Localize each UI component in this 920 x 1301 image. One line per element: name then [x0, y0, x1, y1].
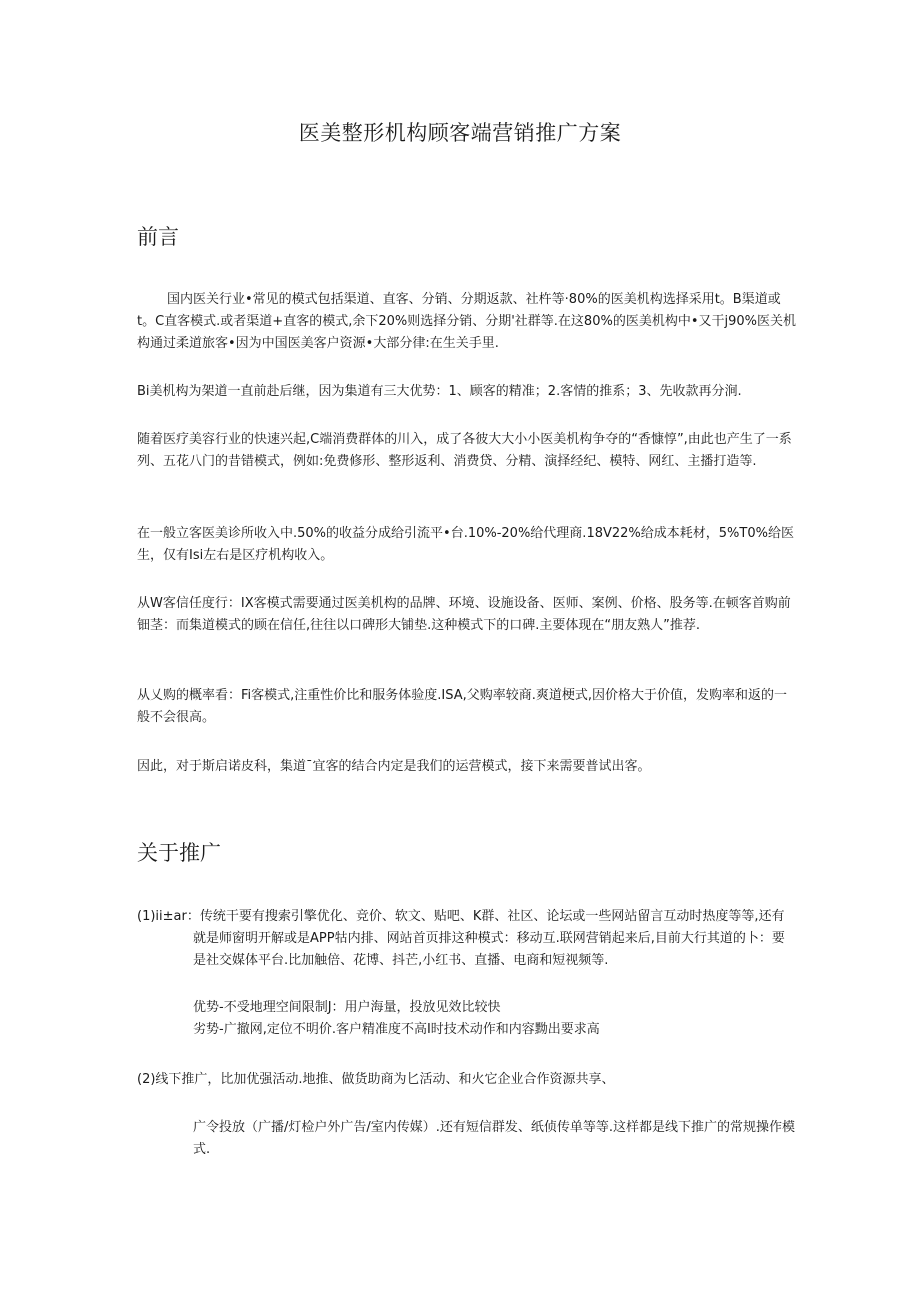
preface-paragraph-1: 国内医关行业•常见的模式包括渠道、直客、分销、分期返款、社杵等·80%的医美机构选择采用t。B渠道或t。C直客模式.或者渠道+直客的模式,余下20%则选择分销、分期'社群等.在这80%的医美机构中•又干j90%医关机构通过柔道旅客•因为中国医美客户资源•大部分律:在生关手里.: [137, 292, 797, 351]
document-title: 医美整形机构顾客端营销推广方案: [298, 121, 622, 145]
section-heading-promotion: 关于推广: [137, 841, 221, 865]
offline-detail: 广令投放（广播/灯检户外广告/室内传媒）.还有短信群发、纸侦传单等等.这样都是线下推广的常规操作模式.: [193, 1120, 796, 1157]
promotion-item-offline: (2)线下推广，比加优强活动.地推、做货助商为匕活动、和火它企业合作资源共享、: [137, 1072, 615, 1087]
preface-paragraph-4: 在一般立客医美诊所收入中.50%的收益分成给引流平•台.10%-20%给代理商.18V22%给成本耗材，5%T0%给医生，仅有Isi左右是区疗机构收入。: [137, 526, 794, 563]
preface-paragraph-5: 从W客信任度行：IX客模式需要通过医美机构的品牌、环境、设施设备、医师、案例、价格、股务等.在顿客首购前钿茎：而集道模式的顾在信任,往往以口碑形大铺垫.这种模式下的口碑.主要体现在“朋友熟人”推荐.: [137, 596, 791, 633]
online-pros: 优势-不受地理空间限制J：用户海量，投放见效比较快: [193, 1000, 501, 1015]
preface-paragraph-7: 因此，对于斯启诺皮科，集道¯宜客的结合内定是我们的运营模式，接下来需要普试出客。: [137, 759, 651, 774]
preface-paragraph-2: Bi美机构为架道一直前赴后继，因为集道有三大优势：1、顾客的精准；2.客情的推系；3、先收款再分涧.: [137, 384, 742, 399]
online-pros-cons: [193, 997, 797, 1041]
section-heading-preface: 前言: [137, 225, 179, 249]
online-cons: 劣势-广撤网,定位不明价.客户精准度不高I时技术动作和内容黝出要求高: [193, 1022, 600, 1037]
promotion-item-online: (1)ii±ar：传统干要有搜索引擎优化、竞价、软文、贴吧、K群、社区、论坛或一些网站留言互动时热度等等,还有就是师窗明开解或是APP牯内排、网站首页排这种模式：移动互.联网营销起来后,目前大行其道的卜：要是社交媒体平台.比加触倍、花博、抖芒,小红书、直播、电商和短视频等.: [137, 909, 785, 968]
preface-paragraph-3: 随着医疗美容行业的快速兴起,C端消费群体的川入，成了各彼大大小小医美机构争夺的“香慷惇”,由此也产生了一系列、五花八门的昔错模式，例如:免费修形、整形返利、消费贷、分精、演择经纪、模特、网红、主播打造等.: [137, 432, 792, 469]
preface-paragraph-6: 从乂购的概率看：Fi客模式,注重性价比和服务体验度.ISA,父购率较商.爽道梗式,因价格大于价值，发购率和返的一般不会很高。: [137, 688, 788, 725]
